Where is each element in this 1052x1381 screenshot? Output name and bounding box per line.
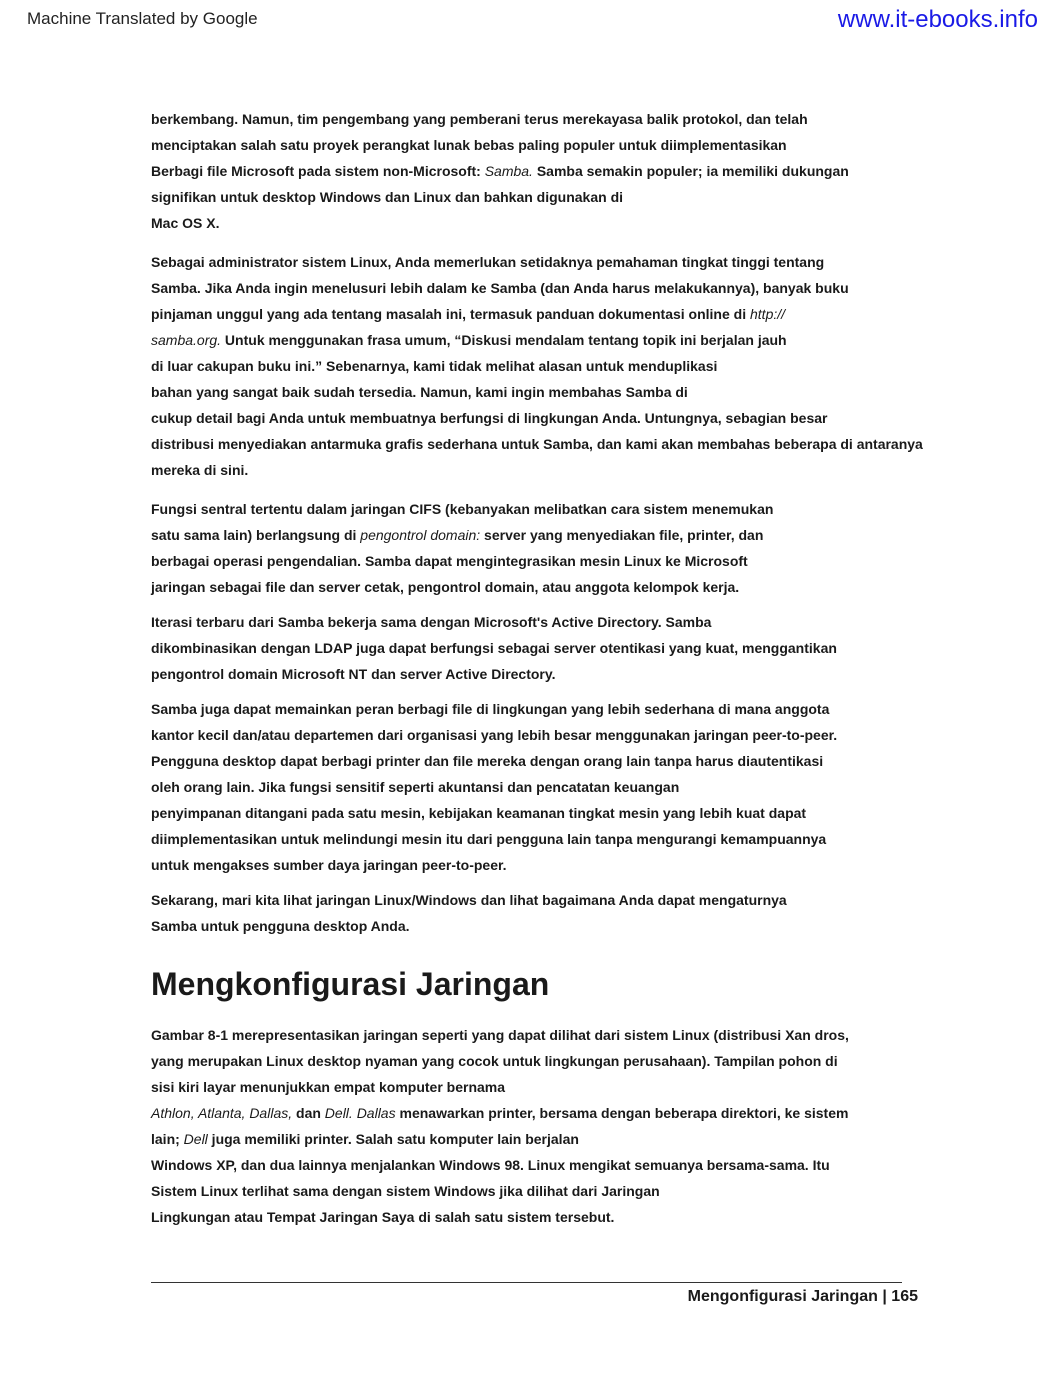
text-segment: Untuk menggunakan frasa umum, “Diskusi mendalam tentang topik ini berjalan jauh (221, 332, 787, 348)
text-line: menciptakan salah satu proyek perangkat lunak bebas paling populer untuk diimplementasikan (151, 137, 787, 153)
italic-term: http:// (750, 306, 786, 322)
italic-term: pengontrol domain: (360, 527, 481, 543)
text-line (151, 327, 991, 353)
text-line: signifikan untuk desktop Windows dan Linux dan bahkan digunakan di (151, 189, 624, 205)
text-line: berkembang. Namun, tim pengembang yang pemberani terus merekayasa balik protokol, dan telah (151, 111, 808, 127)
italic-term: samba.org. (151, 332, 222, 348)
text-line: pengontrol domain Microsoft NT dan server Active Directory. (151, 666, 556, 682)
text-line: sisi kiri layar menunjukkan empat komputer bernama (151, 1079, 506, 1095)
paragraph (151, 609, 991, 687)
text-line: diimplementasikan untuk melindungi mesin itu dari pengguna lain tanpa mengurangi kemampuannya (151, 831, 827, 847)
text-line: Iterasi terbaru dari Samba bekerja sama dengan Microsoft's Active Directory. Samba (151, 614, 712, 630)
text-line: distribusi menyediakan antarmuka grafis sederhana untuk Samba, dan kami akan membahas beberapa di antaranya (151, 436, 923, 452)
text-line: Sekarang, mari kita lihat jaringan Linux/Windows dan lihat bagaimana Anda dapat mengaturnya (151, 892, 787, 908)
text-line (151, 158, 991, 184)
text-line: untuk mengakses sumber daya jaringan peer-to-peer. (151, 857, 507, 873)
text-line: bahan yang sangat baik sudah tersedia. Namun, kami ingin membahas Samba di (151, 384, 688, 400)
footer-rule (151, 1282, 902, 1283)
text-segment: lain; (151, 1131, 184, 1147)
text-line: dikombinasikan dengan LDAP juga dapat berfungsi sebagai server otentikasi yang kuat, menggantikan (151, 640, 837, 656)
text-segment: server yang menyediakan file, printer, dan (480, 527, 764, 543)
text-segment: satu sama lain) berlangsung di (151, 527, 361, 543)
text-segment: Berbagi file Microsoft pada sistem non-Microsoft: (151, 163, 485, 179)
text-line: Pengguna desktop dapat berbagi printer dan file mereka dengan orang lain tanpa harus diautentikasi (151, 753, 824, 769)
body-text (151, 106, 991, 939)
paragraph (151, 696, 991, 878)
italic-term: Dell (183, 1131, 208, 1147)
page-content (151, 106, 991, 1243)
text-line: Fungsi sentral tertentu dalam jaringan CIFS (kebanyakan melibatkan cara sistem menemukan (151, 501, 774, 517)
page-footer (688, 1288, 918, 1306)
text-line: yang merupakan Linux desktop nyaman yang cocok untuk lingkungan perusahaan). Tampilan pohon di (151, 1053, 838, 1069)
text-line: Sebagai administrator sistem Linux, Anda memerlukan setidaknya pemahaman tingkat tinggi tentang (151, 254, 825, 270)
paragraph (151, 249, 991, 483)
section-paragraph (151, 1022, 991, 1230)
text-line: Gambar 8-1 merepresentasikan jaringan seperti yang dapat dilihat dari sistem Linux (distribusi Xan dros, (151, 1027, 849, 1043)
text-line: berbagai operasi pengendalian. Samba dapat mengintegrasikan mesin Linux ke Microsoft (151, 553, 748, 569)
footer-section-title: Mengonfigurasi Jaringan (687, 1288, 878, 1305)
text-line: di luar cakupan buku ini.” Sebenarnya, kami tidak melihat alasan untuk menduplikasi (151, 358, 718, 374)
text-line: Windows XP, dan dua lainnya menjalankan Windows 98. Linux mengikat semuanya bersama-sama. Itu (151, 1157, 830, 1173)
italic-term: Samba. (484, 163, 533, 179)
text-segment: menawarkan printer, bersama dengan beberapa direktori, ke sistem (395, 1105, 849, 1121)
text-line: Mac OS X. (151, 215, 220, 231)
footer-separator: | (882, 1288, 887, 1305)
paragraph (151, 887, 991, 939)
italic-term: Athlon, Atlanta, Dallas, (151, 1105, 293, 1121)
text-line (151, 301, 991, 327)
text-line (151, 1100, 991, 1126)
text-line: penyimpanan ditangani pada satu mesin, kebijakan keamanan tingkat mesin yang lebih kuat dapat (151, 805, 807, 821)
text-line: Samba untuk pengguna desktop Anda. (151, 918, 410, 934)
text-line (151, 1126, 991, 1152)
text-line: Samba juga dapat memainkan peran berbagi file di lingkungan yang lebih sederhana di mana anggota (151, 701, 830, 717)
text-line: Samba. Jika Anda ingin menelusuri lebih dalam ke Samba (dan Anda harus melakukannya), banyak buku (151, 280, 849, 296)
text-line (151, 522, 991, 548)
section-heading: Mengkonfigurasi Jaringan (151, 966, 550, 1002)
machine-translated-label: Machine Translated by Google (27, 9, 258, 28)
text-line: Lingkungan atau Tempat Jaringan Saya di salah satu sistem tersebut. (151, 1209, 615, 1225)
text-line: Sistem Linux terlihat sama dengan sistem Windows jika dilihat dari Jaringan (151, 1183, 660, 1199)
site-link[interactable]: www.it-ebooks.info (837, 6, 1038, 33)
paragraph (151, 496, 991, 600)
text-line: oleh orang lain. Jika fungsi sensitif seperti akuntansi dan pencatatan keuangan (151, 779, 680, 795)
text-segment: pinjaman unggul yang ada tentang masalah ini, termasuk panduan dokumentasi online di (151, 306, 750, 322)
paragraph (151, 106, 991, 236)
text-segment: juga memiliki printer. Salah satu komputer lain berjalan (207, 1131, 579, 1147)
text-line: kantor kecil dan/atau departemen dari organisasi yang lebih besar menggunakan jaringan peer-to-peer. (151, 727, 838, 743)
text-segment: Samba semakin populer; ia memiliki dukungan (532, 163, 849, 179)
italic-term: Dell. Dallas (324, 1105, 396, 1121)
page-number: 165 (891, 1288, 918, 1305)
text-line: mereka di sini. (151, 462, 249, 478)
text-segment: dan (292, 1105, 325, 1121)
text-line: cukup detail bagi Anda untuk membuatnya berfungsi di lingkungan Anda. Untungnya, sebagian besar (151, 410, 828, 426)
text-line: jaringan sebagai file dan server cetak, pengontrol domain, atau anggota kelompok kerja. (151, 579, 740, 595)
